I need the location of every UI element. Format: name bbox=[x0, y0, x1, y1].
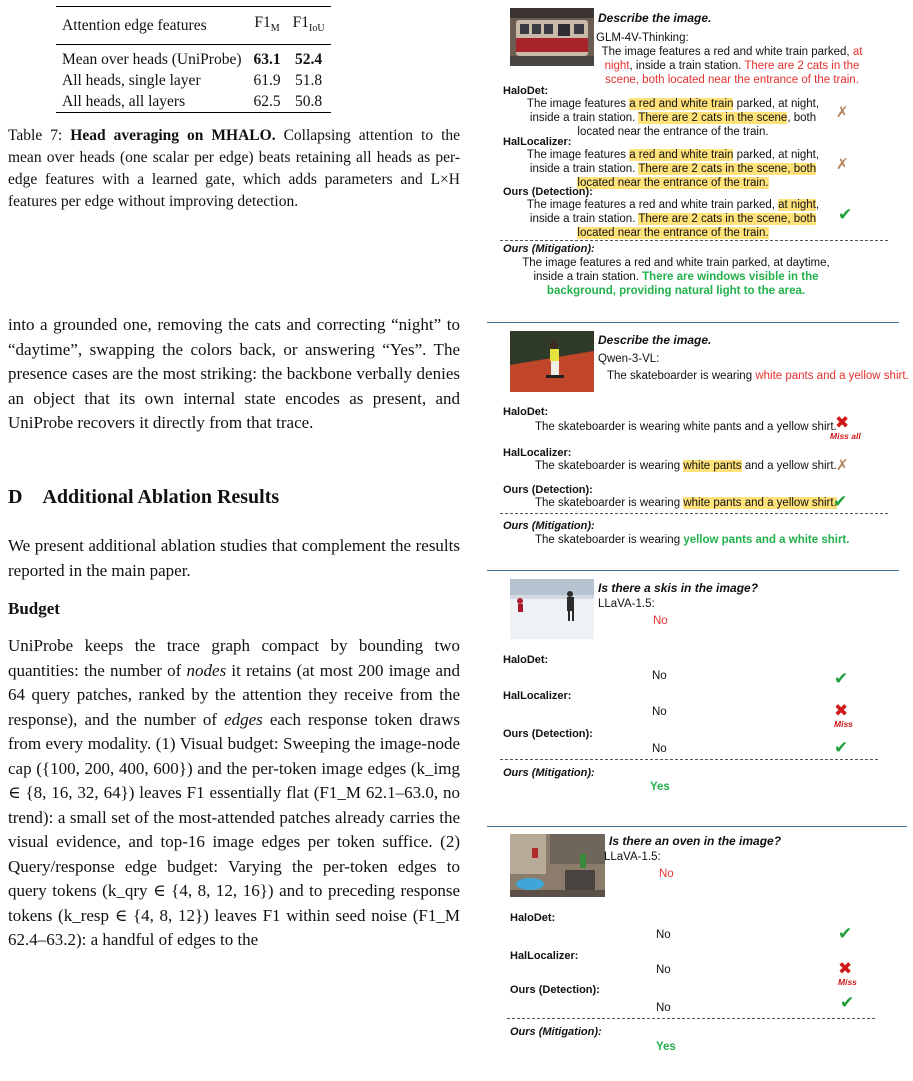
method-label: HaloDet: bbox=[503, 406, 549, 418]
model-response: No bbox=[653, 615, 668, 627]
skier-image bbox=[510, 579, 594, 639]
miss-label: Miss bbox=[838, 977, 857, 987]
method-label: HaloDet: bbox=[510, 912, 556, 924]
partial-wrench-icon: ✗ bbox=[836, 156, 849, 173]
miss-all-label: Miss all bbox=[830, 431, 861, 441]
subsection-heading: Budget bbox=[8, 599, 60, 618]
check-icon: ✔ bbox=[838, 205, 853, 224]
section-title: Additional Ablation Results bbox=[42, 486, 280, 508]
halodet-output: The image features a red and white train parked, at night, inside a train station. There are 2 cats in the scene, both located near the entrance of the train. bbox=[526, 98, 820, 138]
model-name: LLaVA-1.5: bbox=[598, 598, 655, 610]
method-label: Ours (Detection): bbox=[503, 484, 593, 496]
cell-f1iou: 50.8 bbox=[287, 91, 331, 113]
detection-output: No bbox=[652, 743, 667, 755]
mitigation-output: Yes bbox=[656, 1041, 676, 1053]
method-label: Ours (Mitigation): bbox=[510, 1026, 602, 1038]
col-header-features: Attention edge features bbox=[56, 7, 247, 45]
highlight-span: There are 2 cats in the scene, both located near the entrance of the train. bbox=[577, 213, 817, 239]
question: Is there a skis in the image? bbox=[598, 581, 759, 595]
table-header-row bbox=[56, 7, 331, 45]
model-response: No bbox=[659, 868, 674, 880]
highlight-span: There are 2 cats in the scene bbox=[638, 112, 788, 124]
table-caption bbox=[8, 125, 460, 213]
train-image bbox=[510, 8, 594, 66]
method-label: HalLocalizer: bbox=[503, 447, 572, 459]
emph-edges: edges bbox=[224, 709, 263, 729]
caption-title: Head averaging on MHALO. bbox=[70, 127, 276, 144]
hallocalizer-output: No bbox=[656, 964, 671, 976]
cell-f1m: 63.1 bbox=[253, 51, 281, 69]
detection-output: The skateboarder is wearing white pants and a yellow shirt. bbox=[535, 497, 837, 509]
highlight-span: and a yellow shirt. bbox=[741, 497, 837, 509]
cell-f1m: 62.5 bbox=[247, 91, 286, 113]
col-header-f1iou: $F1_{IoU}$ bbox=[287, 7, 331, 45]
row-label: All heads, single layer bbox=[62, 72, 201, 90]
paragraph: into a grounded one, removing the cats and correcting “night” to “daytime”, swapping the colors back, or answering “Yes”. The presence cases are the most striking: the backbone verbally denies an object that its own internal state encodes as present, and UniProbe recovers it directly from that trace. bbox=[8, 315, 460, 432]
caption-prefix: Table 7: bbox=[8, 127, 63, 144]
method-label: HalLocalizer: bbox=[510, 950, 579, 962]
divider bbox=[500, 240, 888, 241]
highlight-span: a red and white train bbox=[629, 149, 734, 161]
divider bbox=[500, 759, 878, 760]
method-label: HalLocalizer: bbox=[503, 690, 572, 702]
check-icon: ✔ bbox=[833, 492, 848, 511]
corrected-span: There are windows visible in the background, providing natural light to the area. bbox=[546, 271, 819, 297]
partial-wrench-icon: ✗ bbox=[836, 104, 849, 121]
table-row bbox=[56, 91, 331, 113]
mitigation-output: Yes bbox=[650, 781, 670, 793]
check-icon: ✔ bbox=[840, 993, 855, 1012]
method-label: Ours (Detection): bbox=[510, 984, 600, 996]
question: Describe the image. bbox=[598, 333, 712, 347]
method-label: Ours (Mitigation): bbox=[503, 520, 595, 532]
model-name: LLaVA-1.5: bbox=[604, 851, 661, 863]
cross-icon: ✖ bbox=[834, 701, 849, 720]
miss-label: Miss bbox=[834, 719, 853, 729]
hallocalizer-output: The image features a red and white train parked, at night, inside a train station. There are 2 cats in the scene, both located near the entrance of the train. bbox=[526, 149, 820, 189]
hallucinated-span: at night bbox=[604, 46, 863, 72]
paragraph: UniProbe keeps the trace graph compact by bounding two quantities: the number of nodes it retains (at most 200 image and 64 query patches, ranked by the attention they receive from the response), and the number of edges each response token draws from every modality. (1) Visual budget: Sweeping the image-node cap ({100, 200, 400, 600}) and the per-token image edges (k_img ∈ {8, 16, 32, 64}) leaves F1 essentially flat (F1_M 62.1–63.0, no trend): a small set of the most-attended patches already carries the visual evidence, and top-16 image edges per token suffice. (2) Query/response edge budget: Varying the per-token edges to query tokens (k_qry ∈ {4, 8, 12, 16}) and to preceding response tokens (k_resp ∈ {4, 8, 12}) leaves F1 within seed noise (F1_M 62.4–63.2): a handful of edges to the bbox=[8, 636, 460, 949]
method-label: Ours (Detection): bbox=[503, 186, 593, 198]
hallucinated-span: There are 2 cats in the scene, both located near the entrance of the train. bbox=[605, 60, 860, 86]
method-label: HalLocalizer: bbox=[503, 136, 572, 148]
paragraph: We present additional ablation studies that complement the results reported in the main paper. bbox=[8, 536, 460, 580]
section-number: D bbox=[8, 486, 23, 508]
method-label: Ours (Detection): bbox=[503, 728, 593, 740]
question: Describe the image. bbox=[598, 11, 712, 25]
table-row bbox=[56, 70, 331, 91]
method-label: Ours (Mitigation): bbox=[503, 767, 595, 779]
cell-f1m: 61.9 bbox=[253, 72, 281, 90]
halodet-output: No bbox=[656, 929, 671, 941]
halodet-output: The skateboarder is wearing white pants and a yellow shirt. bbox=[535, 421, 837, 433]
section-heading bbox=[8, 486, 279, 509]
method-label: HaloDet: bbox=[503, 85, 549, 97]
row-label: Mean over heads (UniProbe) bbox=[62, 51, 242, 69]
hallocalizer-output: No bbox=[652, 706, 667, 718]
col-header-f1m: $F1_M$ bbox=[247, 7, 286, 45]
method-label: Ours (Mitigation): bbox=[503, 243, 595, 255]
cross-icon: ✖ bbox=[838, 959, 853, 978]
panel-separator bbox=[487, 322, 899, 323]
cell-f1iou: 52.4 bbox=[295, 51, 323, 69]
kitchen-image bbox=[510, 834, 605, 897]
table-row bbox=[56, 45, 331, 71]
halodet-output: No bbox=[652, 670, 667, 682]
check-icon: ✔ bbox=[834, 738, 849, 757]
method-label: HaloDet: bbox=[503, 654, 549, 666]
table-7 bbox=[56, 6, 331, 113]
highlight-span: a red and white train bbox=[629, 98, 734, 110]
corrected-span: yellow pants and a white shirt. bbox=[683, 534, 850, 546]
caption-body: Collapsing attention to the mean over heads (one scalar per edge) beats retaining all heads as per-edge features with a learned gate, which adds parameters and L×H features per edge without improving detection. bbox=[8, 127, 461, 210]
panel-separator bbox=[487, 826, 907, 827]
emph-nodes: nodes bbox=[186, 660, 227, 680]
detection-output: No bbox=[656, 1002, 671, 1014]
cross-icon: ✖ bbox=[835, 413, 850, 432]
row-label: All heads, all layers bbox=[56, 91, 247, 113]
panel-separator bbox=[487, 570, 899, 571]
hallucinated-span: white pants and a yellow shirt. bbox=[755, 370, 909, 382]
highlight-span: There are 2 cats in the scene, both located near the entrance of the train. bbox=[577, 163, 817, 189]
highlight-span: white pants bbox=[683, 460, 742, 472]
hallocalizer-output: The skateboarder is wearing white pants and a yellow shirt. bbox=[535, 460, 837, 472]
mitigation-output: The skateboarder is wearing yellow pants and a white shirt. bbox=[535, 534, 850, 546]
divider bbox=[500, 513, 888, 514]
check-icon: ✔ bbox=[834, 669, 849, 688]
model-name: GLM-4V-Thinking: bbox=[596, 32, 689, 44]
partial-wrench-icon: ✗ bbox=[836, 457, 849, 474]
highlight-span: white pants bbox=[683, 497, 742, 509]
cell-f1iou: 51.8 bbox=[295, 72, 323, 90]
mitigation-output: The image features a red and white train parked, at daytime, inside a train station. There are windows visible in the background, providing natural light to the area. bbox=[522, 257, 830, 297]
check-icon: ✔ bbox=[838, 924, 853, 943]
divider bbox=[507, 1018, 875, 1019]
model-name: Qwen-3-VL: bbox=[598, 353, 660, 365]
highlight-span: at night bbox=[778, 199, 816, 211]
model-response: The skateboarder is wearing white pants and a yellow shirt. bbox=[607, 370, 909, 382]
question: Is there an oven in the image? bbox=[609, 834, 782, 848]
detection-output: The image features a red and white train parked, at night, inside a train station. There are 2 cats in the scene, both located near the entrance of the train. bbox=[526, 199, 820, 239]
skateboarder-image bbox=[510, 331, 594, 392]
model-response: The image features a red and white train parked, at night, inside a train station. There are 2 cats in the scene, both located near the entrance of the train. bbox=[601, 46, 863, 86]
